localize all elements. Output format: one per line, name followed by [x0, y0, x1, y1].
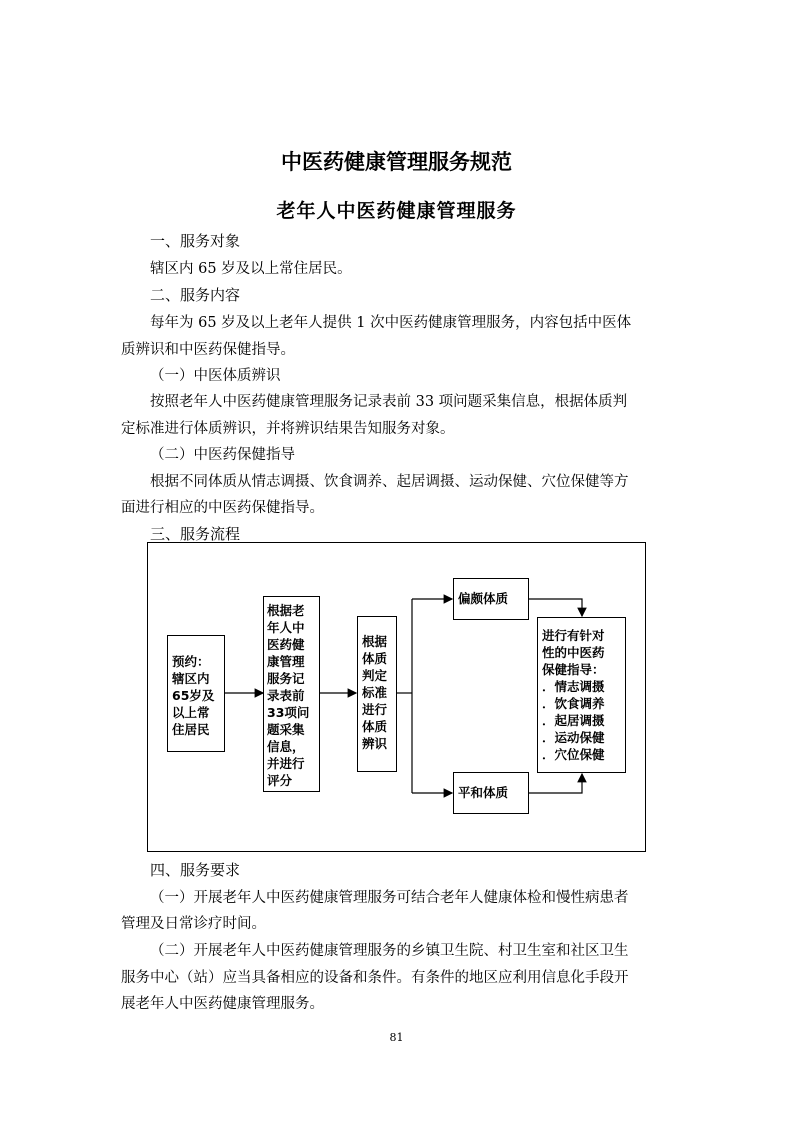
flow-box-balanced-label: 平和体质: [458, 785, 509, 800]
requirement-1-line-1: （一）开展老年人中医药健康管理服务可结合老年人健康体检和慢性病患者: [150, 890, 629, 906]
flow-box-judgment-line: 辨识: [362, 736, 388, 751]
flow-box-guidance-line: ．饮食调养: [542, 696, 605, 711]
flow-box-info-line: 题采集: [267, 722, 305, 737]
flow-box-guidance-line: ．运动保健: [542, 730, 605, 745]
service-content-line-2: 质辨识和中医药保健指导。: [121, 342, 295, 358]
arrow-pinghe-to-guidance: [529, 774, 582, 793]
flow-box-info-line: 信息，: [267, 739, 305, 754]
flow-box-info-line: 根据老: [267, 603, 305, 618]
document-subtitle: 老年人中医药健康管理服务: [276, 200, 517, 222]
subsection-heading-constitution: （一）中医体质辨识: [150, 368, 281, 384]
flow-box-judgment-line: 标准: [362, 685, 388, 700]
section-heading-service-flow: 三、服务流程: [150, 525, 241, 543]
flow-box-info-collection: [263, 596, 320, 792]
flow-box-judgment-line: 根据: [362, 634, 388, 649]
service-target-text: 辖区内 65 岁及以上常住居民。: [150, 261, 352, 277]
guidance-line-1: 根据不同体质从情志调摄、饮食调养、起居调摄、运动保健、穴位保健等方: [150, 474, 629, 490]
section-heading-service-target: 一、服务对象: [150, 232, 241, 250]
requirement-2-line-3: 展老年人中医药健康管理服务。: [121, 996, 324, 1012]
flow-box-balanced-constitution: [453, 772, 529, 814]
flow-box-appointment-line: 以上常: [172, 705, 210, 720]
requirement-1-line-2: 管理及日常诊疗时间。: [121, 916, 266, 932]
constitution-line-1: 按照老年人中医药健康管理服务记录表前 33 项问题采集信息，根据体质判: [150, 394, 628, 410]
document-title: 中医药健康管理服务规范: [281, 150, 512, 174]
guidance-line-2: 面进行相应的中医药保健指导。: [121, 500, 324, 516]
flow-box-judgment-line: 体质: [362, 651, 388, 666]
flow-box-appointment-line: 65岁及: [172, 688, 215, 703]
flow-box-info-line: 录表前: [267, 688, 305, 703]
flow-box-info-line: 评分: [267, 773, 293, 788]
flow-box-guidance-line: 保健指导：: [542, 662, 605, 677]
flow-box-info-line: 服务记: [267, 671, 305, 686]
flow-box-appointment-line: 住居民: [172, 722, 210, 737]
flow-box-guidance-line: 进行有针对: [542, 628, 605, 643]
arrow-pianpo-to-guidance: [529, 599, 582, 616]
flow-box-judgment-line: 进行: [362, 702, 388, 717]
flow-box-appointment: [167, 635, 225, 752]
flow-box-guidance-line: 性的中医药: [542, 645, 605, 660]
flow-box-info-line: 康管理: [267, 654, 305, 669]
page-number: 81: [389, 1031, 404, 1044]
flow-box-biased-constitution: [453, 578, 529, 620]
section-heading-service-content: 二、服务内容: [150, 286, 241, 304]
constitution-line-2: 定标准进行体质辨识，并将辨识结果告知服务对象。: [121, 421, 455, 437]
flow-box-judgment-line: 判定: [362, 668, 388, 683]
flow-box-appointment-line: 辖区内: [172, 671, 210, 686]
flow-box-info-line: 年人中: [267, 620, 305, 635]
flow-box-constitution-judgment: [357, 616, 397, 772]
flow-box-judgment-line: 体质: [362, 719, 388, 734]
section-heading-service-requirements: 四、服务要求: [150, 861, 241, 879]
flow-box-biased-label: 偏颇体质: [458, 591, 509, 606]
flow-box-info-line: 并进行: [267, 756, 305, 771]
flow-box-guidance-line: ．情志调摄: [542, 679, 605, 694]
flow-box-info-line: 医药健: [267, 637, 305, 652]
requirement-2-line-1: （二）开展老年人中医药健康管理服务的乡镇卫生院、村卫生室和社区卫生: [150, 943, 629, 959]
requirement-2-line-2: 服务中心（站）应当具备相应的设备和条件。有条件的地区应利用信息化手段开: [121, 970, 629, 986]
flow-box-guidance-line: ．穴位保健: [542, 747, 605, 762]
flow-box-info-line: 33项问: [267, 705, 310, 720]
flow-box-health-guidance: [537, 617, 626, 773]
flow-box-appointment-line: 预约：: [172, 654, 210, 669]
service-content-line-1: 每年为 65 岁及以上老年人提供 1 次中医药健康管理服务，内容包括中医体: [150, 315, 632, 331]
flow-box-guidance-line: ．起居调摄: [542, 713, 605, 728]
subsection-heading-guidance: （二）中医药保健指导: [150, 447, 295, 463]
